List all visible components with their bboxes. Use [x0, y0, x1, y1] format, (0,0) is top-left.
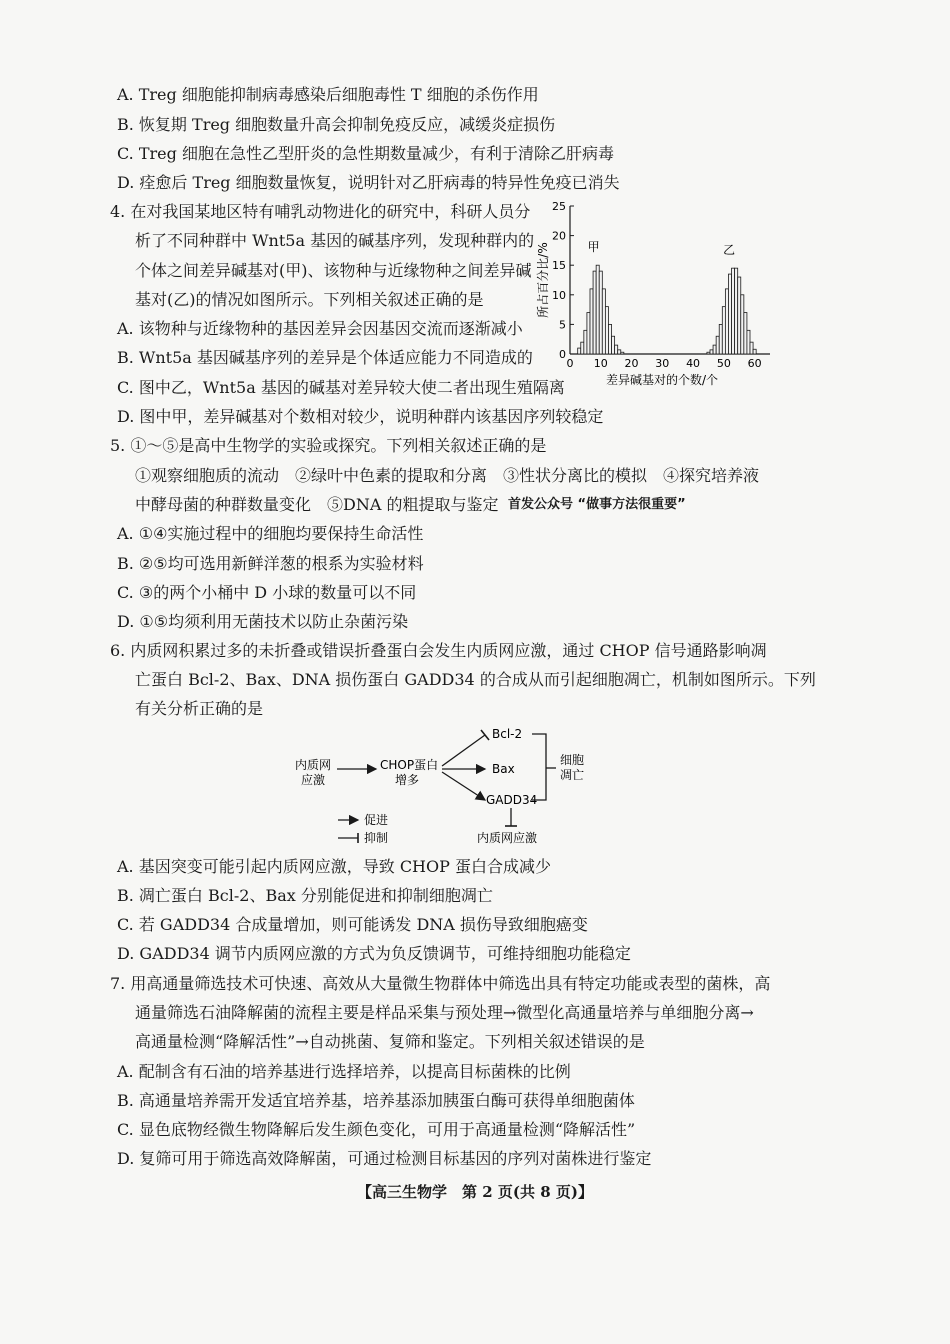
bar-甲 [587, 313, 590, 354]
bar-甲 [621, 352, 624, 354]
x-tick-label: 10 [593, 357, 608, 370]
q4-stem-3: 个体之间差异碱基对(甲)、该物种与近缘物种之间差异碱 [135, 261, 532, 280]
legend-promote-label: 促进 [364, 813, 389, 827]
x-tick-label: 40 [686, 357, 701, 370]
q4-option-b: B. Wnt5a 基因碱基序列的差异是个体适应能力不同造成的 [117, 348, 533, 367]
apoptosis-label-1: 细胞 [560, 753, 585, 767]
bar-乙 [744, 313, 747, 354]
q6-option-a: A. 基因突变可能引起内质网应激，导致 CHOP 蛋白合成减少 [117, 857, 551, 876]
q7-stem-2: 通量筛选石油降解菌的流程主要是样品采集与预处理→微型化高通量培养与单细胞分离→ [135, 1003, 754, 1022]
gadd34-label: GADD34 [486, 793, 538, 807]
bar-甲 [618, 350, 621, 354]
bar-乙 [722, 307, 725, 354]
q5-option-b: B. ②⑤均可选用新鲜洋葱的根系为实验材料 [117, 554, 424, 573]
y-tick-label: 0 [559, 348, 566, 361]
publisher-note: 首发公众号 “做事方法很重要” [508, 497, 686, 512]
bar-乙 [750, 342, 753, 354]
q5-stem: 5. ①～⑤是高中生物学的实验或探究。下列相关叙述正确的是 [110, 436, 547, 455]
bar-甲 [584, 330, 587, 354]
chop-pathway-diagram [290, 722, 630, 850]
bar-乙 [713, 345, 716, 354]
apoptosis-bracket [532, 734, 546, 800]
y-tick-label: 20 [552, 229, 566, 243]
q6-option-b: B. 凋亡蛋白 Bcl-2、Bax 分别能促进和抑制细胞凋亡 [117, 886, 493, 905]
q3-option-c: C. Treg 细胞在急性乙型肝炎的急性期数量减少，有利于清除乙肝病毒 [117, 144, 614, 163]
bar-甲 [599, 271, 602, 354]
series-label: 甲 [587, 240, 600, 255]
er-stress-label-1: 内质网 [295, 758, 332, 772]
q7-stem-3: 高通量检测“降解活性”→自动挑菌、复筛和鉴定。下列相关叙述错误的是 [135, 1032, 645, 1051]
x-tick-label: 60 [747, 357, 762, 370]
bar-甲 [578, 348, 581, 354]
x-tick-label: 20 [624, 357, 639, 370]
chop-label-1: CHOP蛋白 [380, 758, 439, 772]
bar-乙 [719, 324, 722, 354]
bar-甲 [608, 324, 611, 354]
q7-option-b: B. 高通量培养需开发适宜培养基，培养基添加胰蛋白酶可获得单细胞菌体 [117, 1091, 635, 1110]
y-tick-label: 15 [552, 259, 566, 273]
bar-甲 [581, 342, 584, 354]
bar-甲 [596, 265, 599, 354]
q6-stem-3: 有关分析正确的是 [135, 699, 264, 718]
q5-option-d: D. ①⑤均须利用无菌技术以防止杂菌污染 [117, 612, 409, 631]
y-tick-label: 10 [552, 288, 566, 302]
y-tick-label: 25 [552, 200, 566, 213]
x-tick-label: 0 [566, 357, 574, 370]
q3-option-d: D. 痊愈后 Treg 细胞数量恢复，说明针对乙肝病毒的特异性免疫已消失 [117, 173, 620, 192]
q5-option-c: C. ③的两个小桶中 D 小球的数量可以不同 [117, 583, 417, 602]
bcl2-label: Bcl-2 [492, 727, 523, 741]
bar-甲 [590, 289, 593, 354]
x-axis-label: 差异碱基对的个数/个 [605, 373, 719, 387]
bar-乙 [728, 274, 731, 354]
bar-乙 [725, 289, 728, 354]
chop-label-2: 增多 [395, 773, 420, 787]
q5-items-2: 中酵母菌的种群数量变化 ⑤DNA 的粗提取与鉴定 [135, 495, 499, 514]
q7-option-a: A. 配制含有石油的培养基进行选择培养，以提高目标菌株的比例 [117, 1062, 571, 1081]
x-tick-label: 50 [716, 357, 731, 370]
q4-option-c: C. 图中乙，Wnt5a 基因的碱基对差异较大使二者出现生殖隔离 [117, 378, 565, 397]
q3-option-b: B. 恢复期 Treg 细胞数量升高会抑制免疫反应，减缓炎症损伤 [117, 115, 556, 134]
x-tick-label: 30 [655, 357, 670, 370]
bar-甲 [593, 271, 596, 354]
q7-option-c: C. 显色底物经微生物降解后发生颜色变化，可用于高通量检测“降解活性” [117, 1120, 636, 1139]
er-stress-label-2: 应激 [301, 773, 326, 787]
q6-stem-1: 6. 内质网积累过多的未折叠或错误折叠蛋白会发生内质网应激，通过 CHOP 信号通路影响凋 [110, 641, 767, 660]
bar-乙 [747, 330, 750, 354]
apoptosis-label-2: 凋亡 [560, 768, 585, 782]
bar-乙 [738, 277, 741, 354]
q6-stem-2: 亡蛋白 Bcl-2、Bax、DNA 损伤蛋白 GADD34 的合成从而引起细胞凋亡，机制如图所示。下列 [135, 670, 816, 689]
q4-option-a: A. 该物种与近缘物种的基因差异会因基因交流而逐渐减小 [117, 319, 523, 338]
inhibit-line-bcl2 [442, 735, 485, 766]
q6-option-d: D. GADD34 调节内质网应激的方式为负反馈调节，可维持细胞功能稳定 [117, 944, 631, 963]
q6-option-c: C. 若 GADD34 合成量增加，则可能诱发 DNA 损伤导致细胞癌变 [117, 915, 588, 934]
legend-inhibit-label: 抑制 [364, 831, 389, 845]
q4-stem-2: 析了不同种群中 Wnt5a 基因的碱基序列，发现种群内的 [135, 231, 535, 250]
bax-label: Bax [492, 762, 515, 776]
bar-乙 [741, 295, 744, 354]
q5-items-1: ①观察细胞质的流动 ②绿叶中色素的提取和分离 ③性状分离比的模拟 ④探究培养液 [135, 466, 760, 485]
bar-乙 [753, 349, 756, 354]
bar-甲 [602, 289, 605, 354]
bar-甲 [605, 307, 608, 354]
bar-乙 [735, 268, 738, 354]
bar-乙 [710, 350, 713, 354]
base-pair-difference-chart [528, 196, 790, 392]
q7-option-d: D. 复筛可用于筛选高效降解菌，可通过检测目标基因的序列对菌株进行鉴定 [117, 1149, 652, 1168]
bar-乙 [732, 268, 735, 354]
promote-arrow-gadd34 [442, 772, 485, 800]
page-footer: 【高三生物学 第 2 页(共 8 页)】 [357, 1183, 593, 1201]
series-label: 乙 [723, 243, 736, 258]
bar-甲 [615, 345, 618, 354]
q4-stem-4: 基对(乙)的情况如图所示。下列相关叙述正确的是 [135, 290, 484, 309]
y-axis-label: 所占百分比/% [536, 242, 550, 318]
bar-乙 [707, 352, 710, 354]
y-tick-label: 5 [559, 318, 566, 332]
er-stress-bottom-label: 内质网应激 [477, 831, 538, 845]
q7-stem-1: 7. 用高通量筛选技术可快速、高效从大量微生物群体中筛选出具有特定功能或表型的菌株，高 [110, 974, 771, 993]
q5-option-a: A. ①④实施过程中的细胞均要保持生命活性 [117, 524, 424, 543]
q4-stem-1: 4. 在对我国某地区特有哺乳动物进化的研究中，科研人员分 [110, 202, 531, 221]
inhibit-bar [481, 730, 489, 740]
q4-option-d: D. 图中甲，差异碱基对个数相对较少，说明种群内该基因序列较稳定 [117, 407, 604, 426]
q3-option-a: A. Treg 细胞能抑制病毒感染后细胞毒性 T 细胞的杀伤作用 [117, 85, 539, 104]
bar-乙 [716, 336, 719, 354]
bar-甲 [612, 336, 615, 354]
